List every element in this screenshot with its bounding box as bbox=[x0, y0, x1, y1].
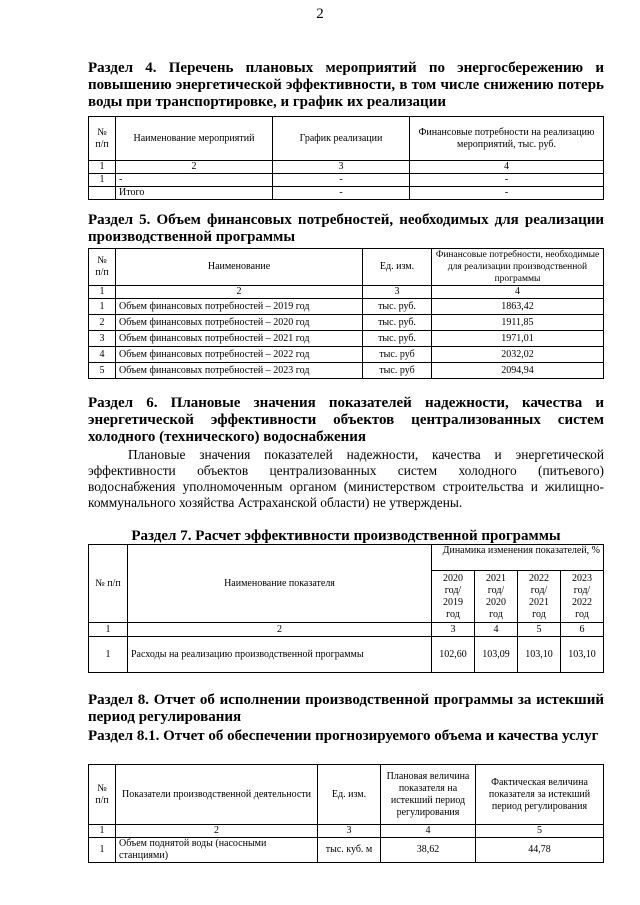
table-cell: 103,10 bbox=[518, 637, 561, 673]
table-cell: 5 bbox=[518, 623, 561, 637]
section4-title: Раздел 4. Перечень плановых мероприятий по энергосбережению и повышению энергетической эффективности, в том числе снижению потерь воды при транспортировке, и график их реализации bbox=[88, 60, 604, 110]
header-cell: 2022 год/ 2021 год bbox=[518, 571, 561, 623]
table-cell: 3 bbox=[273, 161, 410, 174]
table-row bbox=[89, 347, 604, 363]
table-cell: 3 bbox=[318, 825, 381, 838]
table-row bbox=[89, 838, 604, 863]
table-cell: 1971,01 bbox=[432, 331, 604, 347]
table-cell: Итого bbox=[116, 187, 273, 200]
header-cell: Плановая величина показателя на истекший период регулирования bbox=[381, 765, 476, 825]
header-cell: Финансовые потребности на реализацию мероприятий, тыс. руб. bbox=[410, 117, 604, 161]
section7-title: Раздел 7. Расчет эффективности производственной программы bbox=[131, 528, 561, 544]
table-cell: 4 bbox=[432, 286, 604, 299]
table-cell: тыс. куб. м bbox=[318, 838, 381, 863]
table-cell: 103,10 bbox=[561, 637, 604, 673]
table-cell: 4 bbox=[410, 161, 604, 174]
section5-title: Раздел 5. Объем финансовых потребностей, необходимых для реализации производственной программы bbox=[88, 212, 604, 245]
table-cell: 5 bbox=[89, 363, 116, 379]
header-cell: № п/п bbox=[89, 545, 128, 623]
table-cell: Объем финансовых потребностей – 2023 год bbox=[116, 363, 363, 379]
table-cell: тыс. руб bbox=[363, 363, 432, 379]
table-cell: Расходы на реализацию производственной программы bbox=[128, 637, 432, 673]
table-cell: 2 bbox=[116, 161, 273, 174]
table-cell: 2 bbox=[116, 825, 318, 838]
table-cell: 3 bbox=[432, 623, 475, 637]
table-cell: Объем финансовых потребностей – 2020 год bbox=[116, 315, 363, 331]
table-cell: Объем поднятой воды (насосными станциями) bbox=[116, 838, 318, 863]
table-row bbox=[89, 623, 604, 637]
header-cell: 2020 год/ 2019 год bbox=[432, 571, 475, 623]
table-cell: 44,78 bbox=[476, 838, 604, 863]
header-cell: Фактическая величина показателя за истекший период регулирования bbox=[476, 765, 604, 825]
header-cell: Динамика изменения показателей, % bbox=[432, 545, 604, 571]
table-cell: 5 bbox=[476, 825, 604, 838]
table-row bbox=[89, 825, 604, 838]
table-header-row bbox=[89, 545, 604, 571]
table-cell: 1 bbox=[89, 299, 116, 315]
table-cell: 3 bbox=[89, 331, 116, 347]
section8-title: Раздел 8. Отчет об исполнении производственной программы за истекший период регулирования bbox=[88, 692, 604, 725]
table-cell: 1911,85 bbox=[432, 315, 604, 331]
table-cell: Объем финансовых потребностей – 2019 год bbox=[116, 299, 363, 315]
page-number: 2 bbox=[316, 6, 324, 22]
table-header-row bbox=[89, 765, 604, 825]
header-cell: 2021 год/ 2020 год bbox=[475, 571, 518, 623]
table-cell: тыс. руб. bbox=[363, 331, 432, 347]
header-cell: Наименование мероприятий bbox=[116, 117, 273, 161]
table-header-row bbox=[89, 249, 604, 286]
table-cell: 1 bbox=[89, 637, 128, 673]
table-cell: Объем финансовых потребностей – 2022 год bbox=[116, 347, 363, 363]
header-cell: 2023 год/ 2022 год bbox=[561, 571, 604, 623]
section8-subtitle: Раздел 8.1. Отчет об обеспечении прогнозируемого объема и качества услуг bbox=[88, 728, 599, 744]
table-cell: 4 bbox=[381, 825, 476, 838]
table-cell: 1 bbox=[89, 286, 116, 299]
header-cell: Наименование показателя bbox=[128, 545, 432, 623]
table-cell: 4 bbox=[475, 623, 518, 637]
table-cell: тыс. руб bbox=[363, 347, 432, 363]
header-cell: Ед. изм. bbox=[363, 249, 432, 286]
table-row bbox=[89, 187, 604, 200]
section6-text: Плановые значения показателей надежности, качества и энергетической эффективности объектов централизованных систем холодного (питьевого) водоснабжения уполномоченным органом (министерством строительства и жилищно- коммунального хозяйства Астраханской области) не утверждены. bbox=[88, 447, 604, 510]
header-cell: Финансовые потребности, необходимые для реализации производственной программы bbox=[432, 249, 604, 286]
table-cell: - bbox=[273, 174, 410, 187]
table-cell: - bbox=[116, 174, 273, 187]
table-cell: тыс. руб. bbox=[363, 299, 432, 315]
table-cell: 2094,94 bbox=[432, 363, 604, 379]
table-cell: Объем финансовых потребностей – 2021 год bbox=[116, 331, 363, 347]
table-cell: 1 bbox=[89, 825, 116, 838]
table-cell: 6 bbox=[561, 623, 604, 637]
table-row bbox=[89, 363, 604, 379]
table-cell: 1 bbox=[89, 623, 128, 637]
table-cell: 3 bbox=[363, 286, 432, 299]
table-cell: - bbox=[410, 187, 604, 200]
header-cell: № п/п bbox=[89, 117, 116, 161]
table-row bbox=[89, 331, 604, 347]
table-row bbox=[89, 315, 604, 331]
table-cell: 1863,42 bbox=[432, 299, 604, 315]
table-cell: 4 bbox=[89, 347, 116, 363]
header-cell: График реализации bbox=[273, 117, 410, 161]
table-cell: 2032,02 bbox=[432, 347, 604, 363]
table-cell: 2 bbox=[116, 286, 363, 299]
section6-title: Раздел 6. Плановые значения показателей надежности, качества и энергетической эффективности объектов централизованных систем холодного (технического) водоснабжения bbox=[88, 395, 604, 445]
table-row bbox=[89, 637, 604, 673]
table-row bbox=[89, 161, 604, 174]
table-cell: 38,62 bbox=[381, 838, 476, 863]
header-cell: № п/п bbox=[89, 765, 116, 825]
table-row bbox=[89, 174, 604, 187]
table-row bbox=[89, 286, 604, 299]
table-cell: 1 bbox=[89, 838, 116, 863]
table-cell bbox=[89, 187, 116, 200]
table-cell: тыс. руб. bbox=[363, 315, 432, 331]
table-cell: 2 bbox=[128, 623, 432, 637]
header-cell: Ед. изм. bbox=[318, 765, 381, 825]
table-cell: - bbox=[410, 174, 604, 187]
table-header-row bbox=[89, 117, 604, 161]
table-cell: 103,09 bbox=[475, 637, 518, 673]
header-cell: Наименование bbox=[116, 249, 363, 286]
header-cell: Показатели производственной деятельности bbox=[116, 765, 318, 825]
table-cell: 1 bbox=[89, 161, 116, 174]
section7-table bbox=[88, 544, 604, 673]
section4-table bbox=[88, 116, 604, 200]
table-row bbox=[89, 299, 604, 315]
table-cell: 1 bbox=[89, 174, 116, 187]
header-cell: № п/п bbox=[89, 249, 116, 286]
section5-table bbox=[88, 248, 604, 379]
section8-table bbox=[88, 764, 604, 863]
table-cell: 2 bbox=[89, 315, 116, 331]
table-cell: 102,60 bbox=[432, 637, 475, 673]
table-cell: - bbox=[273, 187, 410, 200]
